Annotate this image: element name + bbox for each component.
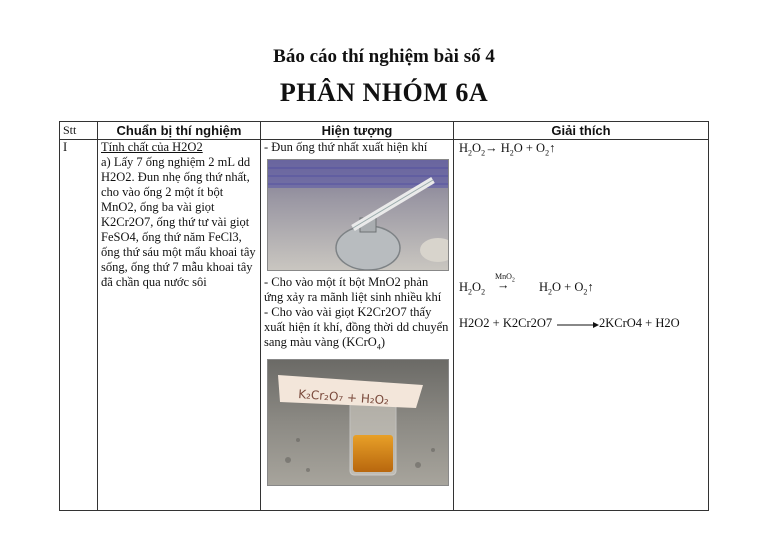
cell-explanation	[454, 140, 709, 511]
equation-2-catalyst: MnO$_2$	[495, 272, 515, 284]
equation-2-lhs: $H_2O_2$	[459, 280, 486, 297]
header-stt: Stt	[60, 122, 98, 140]
cell-phenomenon	[261, 140, 454, 511]
prep-heading: Tính chất của H2O2	[101, 140, 203, 154]
header-explanation: Giải thích	[454, 122, 709, 140]
table-header-row	[60, 122, 709, 140]
report-title: Báo cáo thí nghiệm bài số 4	[273, 46, 495, 67]
table-row	[60, 140, 709, 511]
equation-3-rhs: 2KCrO4 + H2O	[599, 316, 680, 330]
cell-preparation	[98, 140, 261, 511]
equation-2-rhs: $H_2O$ + $O_2↑$	[539, 280, 594, 297]
prep-text: a) Lấy 7 ống nghiệm 2 mL dd H2O2. Đun nhẹ ống thứ nhất, cho vào ống 2 một ít bột MnO2, ống ba vài giọt K2Cr2O7, ống thứ tư vài giọt FeSO4, ống thứ năm FeCl3, ống thứ sáu một mẩu khoai tây sống, ống thứ 7 mẫu khoai tây đã chần qua nước sôi	[101, 155, 256, 289]
report-subtitle: PHÂN NHÓM 6A	[279, 78, 489, 107]
header-preparation: Chuẩn bị thí nghiệm	[98, 122, 261, 140]
label-paper-text: K₂Cr₂O₇ + H₂O₂	[297, 386, 390, 407]
phenomenon-1: - Đun ống thứ nhất xuất hiện khí	[264, 140, 428, 154]
equation-3-lhs: H2O2 + K2Cr2O7	[459, 316, 553, 330]
phenomenon-2: - Cho vào một ít bột MnO2 phản ứng xảy ra mãnh liệt sinh nhiều khí	[264, 275, 442, 304]
experiment-table	[59, 121, 709, 511]
photo-yellow-solution	[267, 359, 449, 486]
header-phenomenon: Hiện tượng	[261, 122, 454, 140]
photo-heating-tube	[267, 159, 449, 271]
equation-1: $H_2O_2\to H_2O$ + $O_2↑$	[459, 141, 556, 158]
phenomenon-3: - Cho vào vài giọt K2Cr2O7 thấy xuất hiện ít khí, đồng thời dd chuyển sang màu vàng (KCrO$_4$)	[264, 305, 449, 352]
equation-2-arrow: →	[497, 278, 510, 292]
cell-stt: I	[60, 140, 98, 511]
equation-3-arrow	[557, 321, 599, 329]
